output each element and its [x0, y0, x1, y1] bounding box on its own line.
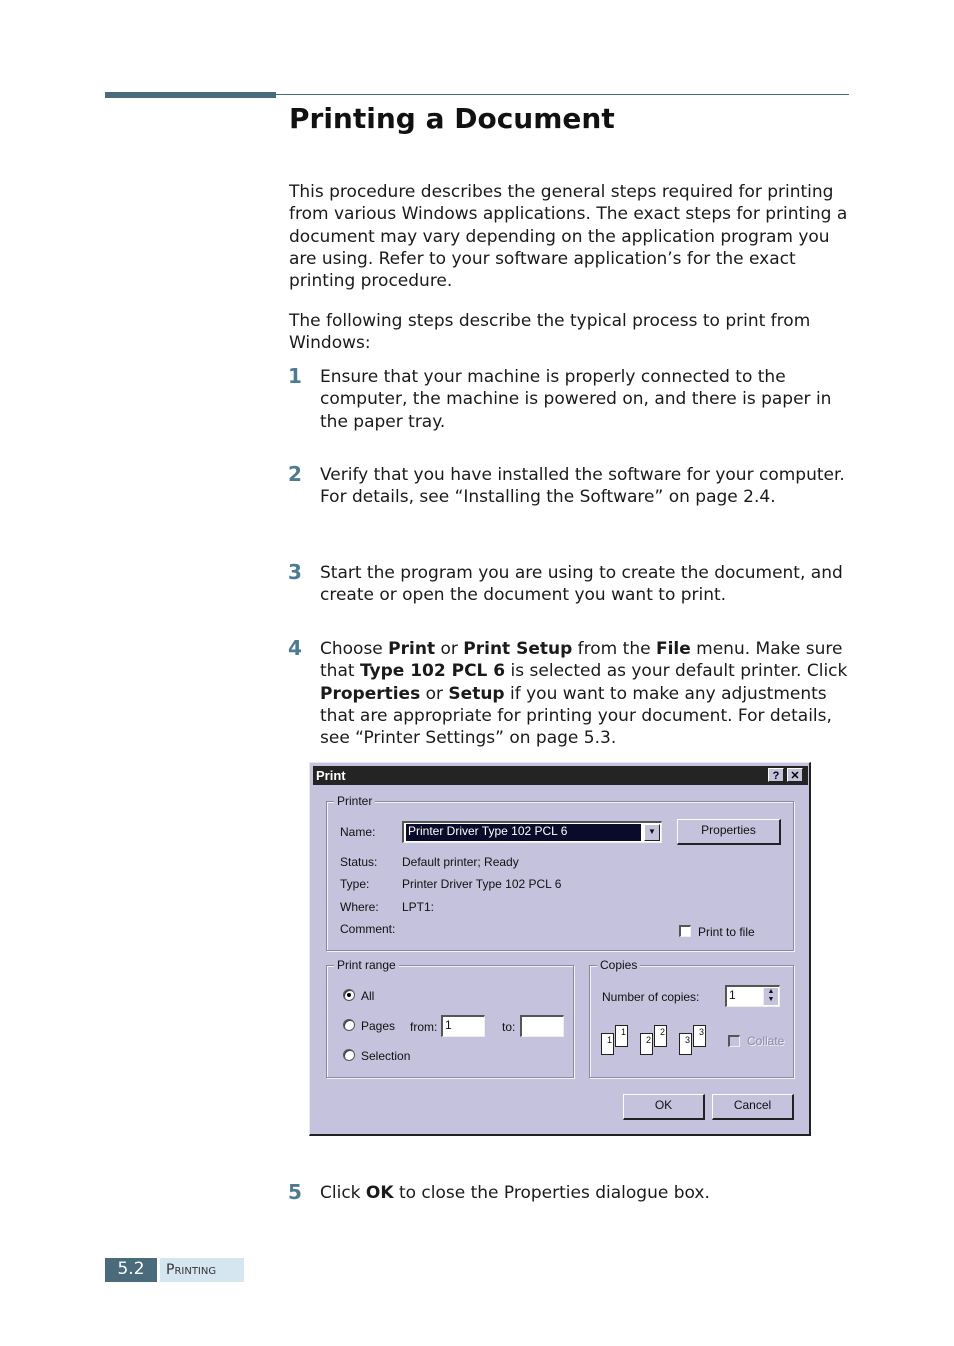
where-label: Where:: [340, 900, 379, 914]
pages-radio[interactable]: [343, 1019, 355, 1031]
from-label: from:: [410, 1020, 438, 1034]
cancel-button[interactable]: Cancel: [712, 1094, 794, 1120]
step-text: Start the program you are using to create the document, and create or open the document you want to print.: [320, 563, 843, 606]
number-of-copies-label: Number of copies:: [602, 990, 700, 1004]
page-icon: 1: [601, 1033, 614, 1055]
close-button[interactable]: ✕: [787, 768, 803, 782]
page-icon: 3: [679, 1033, 692, 1055]
from-input[interactable]: 1: [441, 1015, 485, 1037]
all-radio[interactable]: [343, 989, 355, 1001]
type-value: Printer Driver Type 102 PCL 6: [402, 877, 562, 891]
step-number: 3: [288, 560, 302, 584]
print-to-file-checkbox[interactable]: [679, 925, 691, 937]
spin-arrows-icon[interactable]: ▲ ▼: [763, 988, 778, 1005]
step-text: Choose Print or Print Setup from the File menu. Make sure that Type 102 PCL 6 is selected as your default printer. Click Properties or Setup if you want to make any adjustments that are appropriate for printing your document. For details, see “Printer Settings” on page 5.3.: [320, 639, 848, 749]
page-number: 5.2: [105, 1258, 157, 1282]
copies-group-label: Copies: [597, 958, 640, 972]
step-number: 2: [288, 462, 302, 486]
page-icon: 2: [640, 1033, 653, 1055]
page-icon: 3: [693, 1025, 706, 1047]
page-title: Printing a Document: [289, 102, 615, 135]
copies-value: 1: [729, 988, 736, 1002]
section-name: Printing: [160, 1258, 244, 1282]
collate-label: Collate: [747, 1034, 785, 1048]
print-dialog: [309, 762, 811, 1136]
status-label: Status:: [340, 855, 378, 869]
all-label: All: [361, 989, 375, 1003]
type-label: Type:: [340, 877, 370, 891]
header-rule-thin: [276, 94, 849, 95]
to-input[interactable]: [520, 1015, 564, 1037]
step-number: 5: [288, 1180, 302, 1204]
selection-radio[interactable]: [343, 1049, 355, 1061]
step-text: Ensure that your machine is properly connected to the computer, the machine is powered on, and there is paper in the paper tray.: [320, 367, 832, 432]
intro-paragraph: This procedure describes the general steps required for printing from various Windows applications. The exact steps for printing a document may vary depending on the application program you are using. Refer to your software application’s for the exact printing procedure.: [289, 182, 848, 292]
dialog-titlebar: [313, 766, 808, 785]
print-to-file-label: Print to file: [698, 925, 755, 939]
intro-paragraph-2: The following steps describe the typical process to print from Windows:: [289, 311, 811, 354]
copies-stepper[interactable]: [725, 985, 780, 1007]
printer-name-value: Printer Driver Type 102 PCL 6: [406, 824, 641, 841]
selection-label: Selection: [361, 1049, 411, 1063]
printer-group-label: Printer: [334, 794, 375, 808]
ok-button[interactable]: OK: [623, 1094, 705, 1120]
properties-button[interactable]: Properties: [677, 819, 781, 845]
chevron-down-icon[interactable]: ▼: [644, 824, 660, 841]
step-number: 4: [288, 636, 302, 660]
dialog-title: Print: [316, 768, 346, 783]
step-text: Verify that you have installed the software for your computer. For details, see “Installing the Software” on page 2.4.: [320, 465, 845, 508]
printer-name-select[interactable]: [402, 821, 662, 843]
name-label: Name:: [340, 825, 376, 839]
copies-group: [589, 958, 794, 1078]
header-rule-thick: [105, 92, 276, 98]
page-icon: 2: [654, 1025, 667, 1047]
to-label: to:: [502, 1020, 516, 1034]
help-button[interactable]: ?: [768, 768, 784, 782]
status-value: Default printer; Ready: [402, 855, 519, 869]
print-range-label: Print range: [334, 958, 399, 972]
step-text: Click OK to close the Properties dialogue box.: [320, 1183, 710, 1203]
comment-label: Comment:: [340, 922, 396, 936]
pages-label: Pages: [361, 1019, 396, 1033]
page-icon: 1: [615, 1025, 628, 1047]
collate-checkbox[interactable]: [728, 1035, 740, 1047]
where-value: LPT1:: [402, 900, 435, 914]
step-number: 1: [288, 364, 302, 388]
